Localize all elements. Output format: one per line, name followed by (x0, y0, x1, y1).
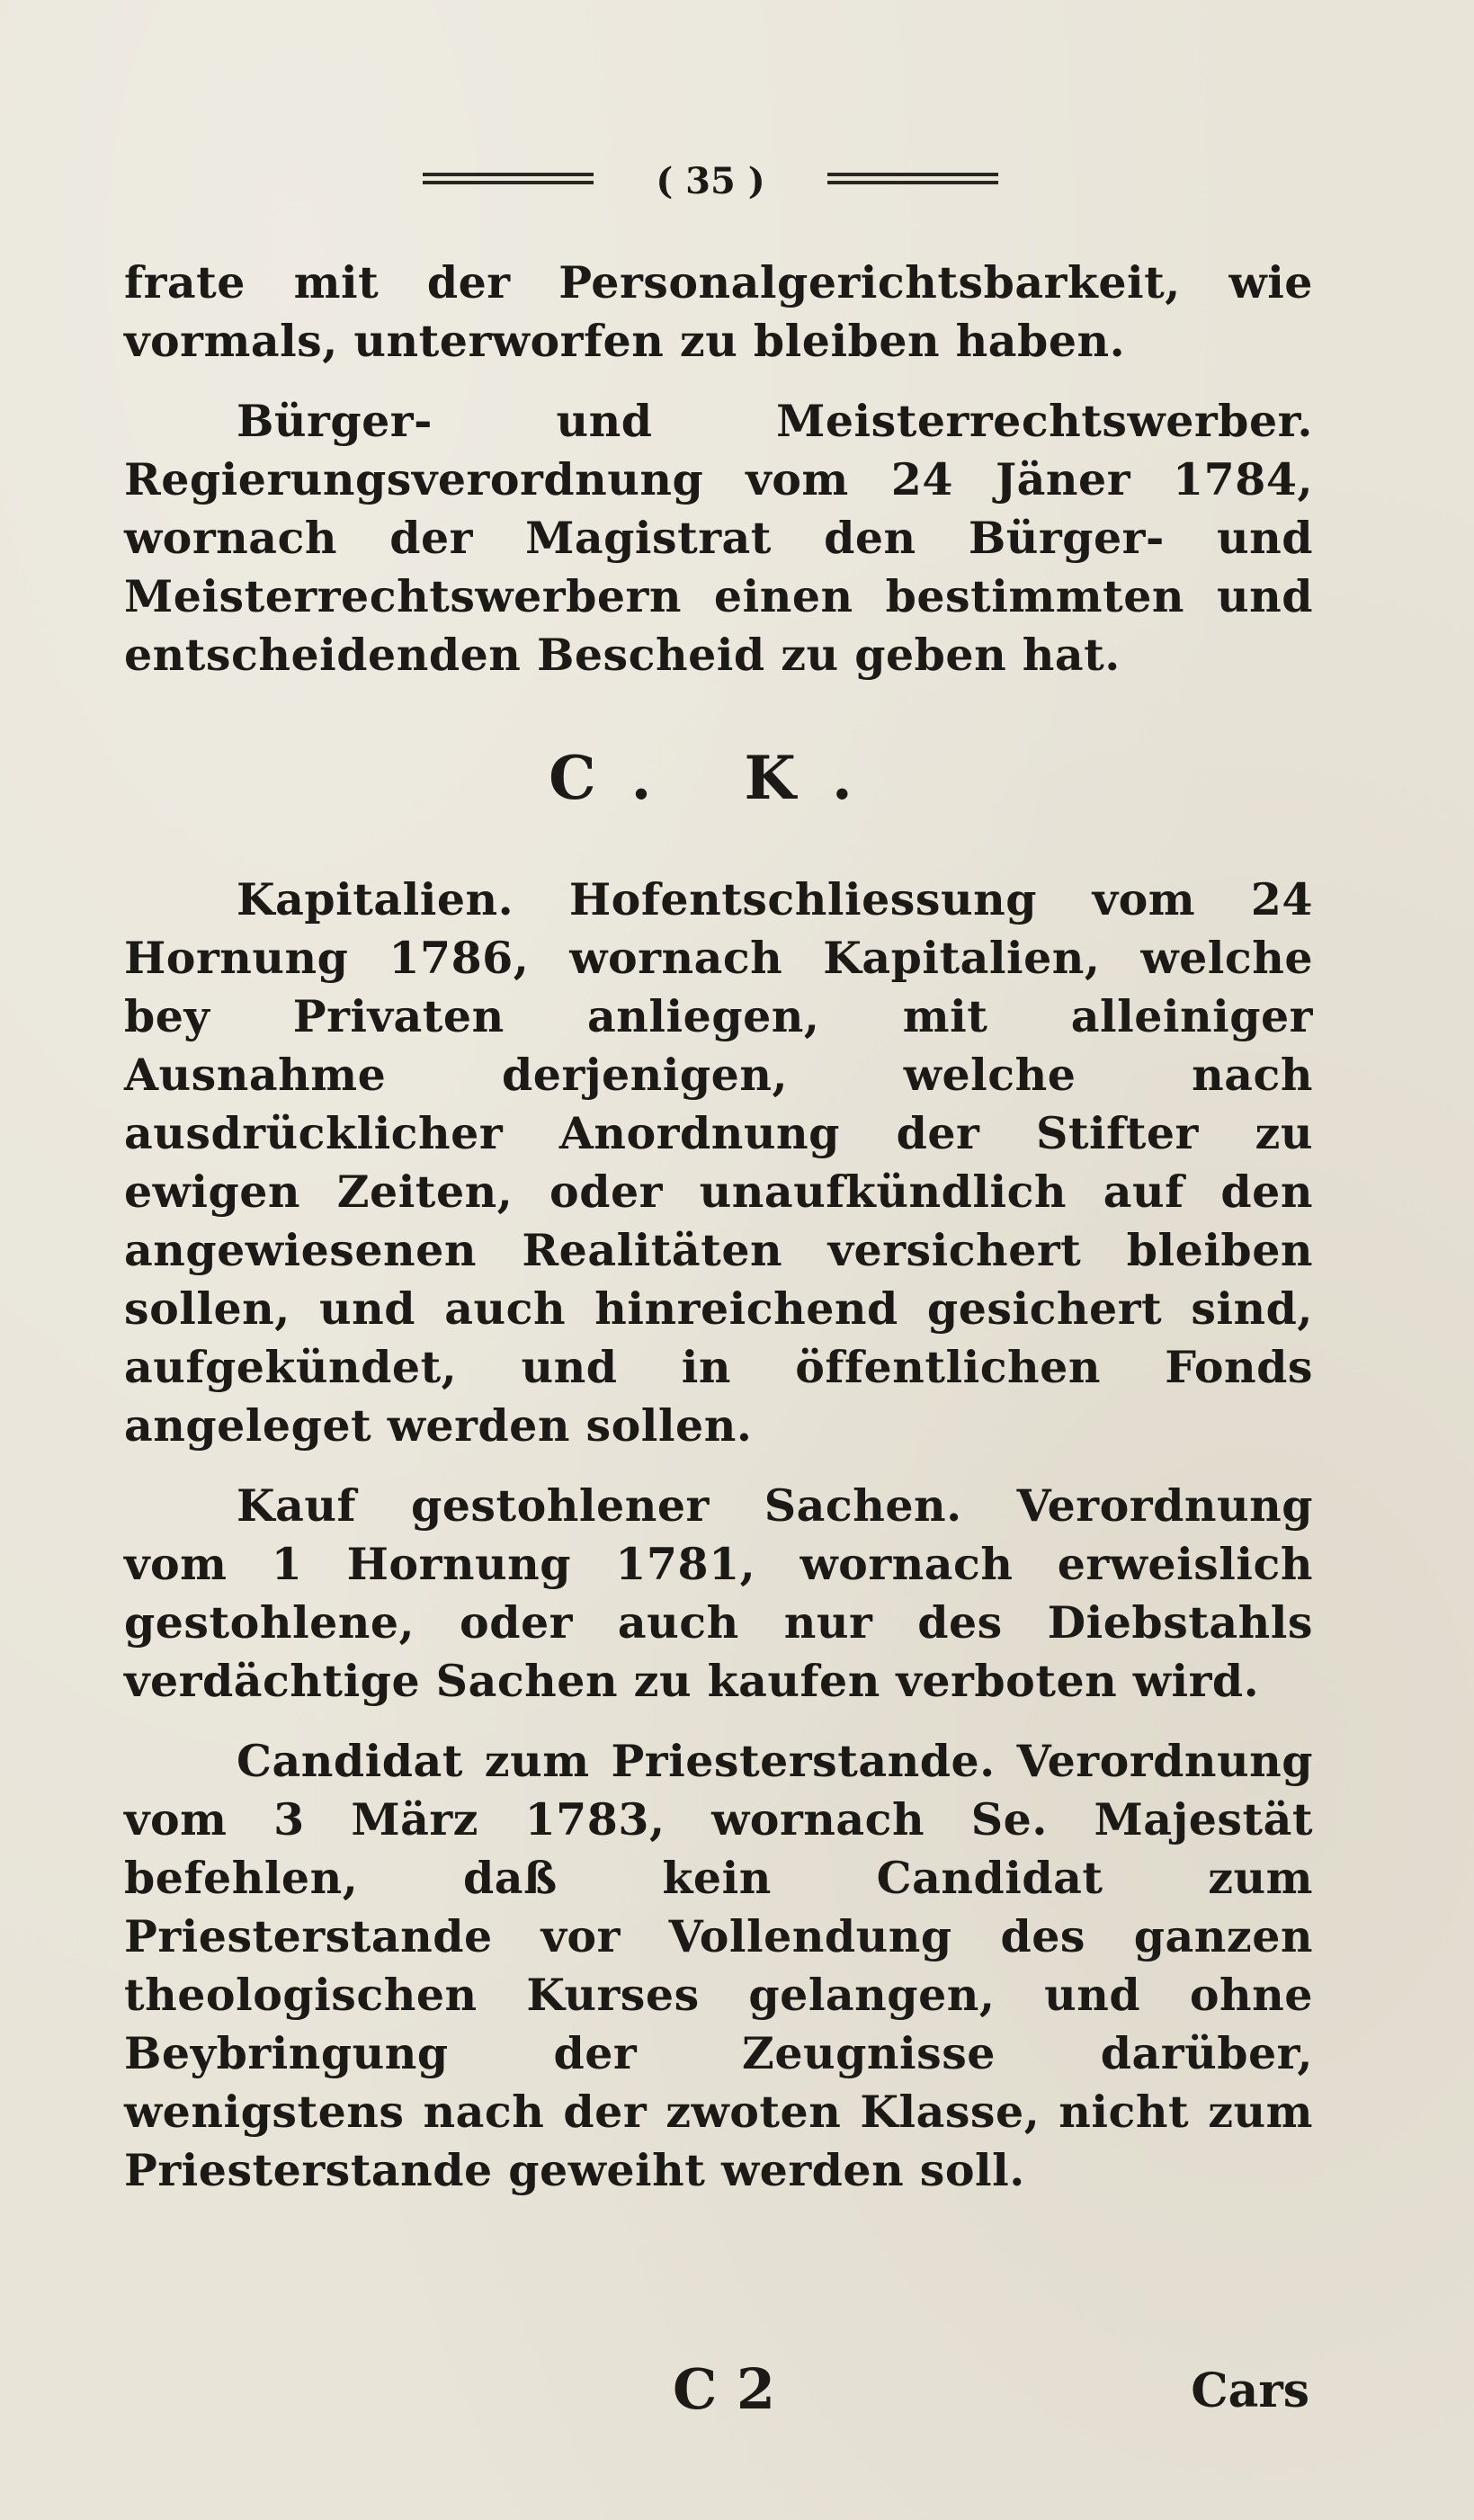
entry-kapitalien: Kapitalien. Hofentschliessung vom 24 Hornung 1786, wornach Kapitalien, welche bey Privaten anliegen, mit alleiniger Ausnahme derjenigen, welche nach ausdrücklicher Anordnung der Stifter zu ewigen Zeiten, oder unaufkündlich auf den angewiesenen Realitäten versichert bleiben sollen, und auch hinreichend gesichert sind, aufgekündet, und in öffentlichen Fonds angeleget werden sollen. (124, 873, 1313, 1452)
paragraph-buerger: Bürger- und Meisterrechtswerber. Regierungsverordnung vom 24 Jäner 1784, wornach der Magistrat den Bürger- und Meisterrechtswerbern einen bestimmten und entscheidenden Bescheid zu geben hat. (124, 395, 1313, 681)
section-heading: C. K. (549, 743, 889, 813)
signature-mark: C 2 (673, 2356, 776, 2422)
entry-kauf: Kauf gestohlener Sachen. Verordnung vom 1 Hornung 1781, wornach erweislich gestohlene, oder auch nur des Diebstahls verdächtige Sachen zu kaufen verboten wird. (124, 1479, 1313, 1707)
catchword: Cars (1191, 2364, 1309, 2418)
paragraph-continuation: frate mit der Personalgerichtsbarkeit, wie vormals, unterworfen zu bleiben haben. (124, 256, 1313, 367)
page-number: ( 35 ) (656, 160, 765, 202)
header-rule-right (827, 173, 998, 184)
page-footer (124, 2356, 1313, 2428)
page-body (124, 254, 1313, 2200)
entry-candidat: Candidat zum Priesterstande. Verordnung vom 3 März 1783, wornach Se. Majestät befehlen, daß kein Candidat zum Priesterstande vor Vollendung des ganzen theologischen Kurses gelangen, und ohne Beybringung der Zeugnisse darüber, wenigstens nach der zwoten Klasse, nicht zum Priesterstande geweiht werden soll. (124, 1735, 1313, 2196)
page-header (414, 160, 1007, 210)
